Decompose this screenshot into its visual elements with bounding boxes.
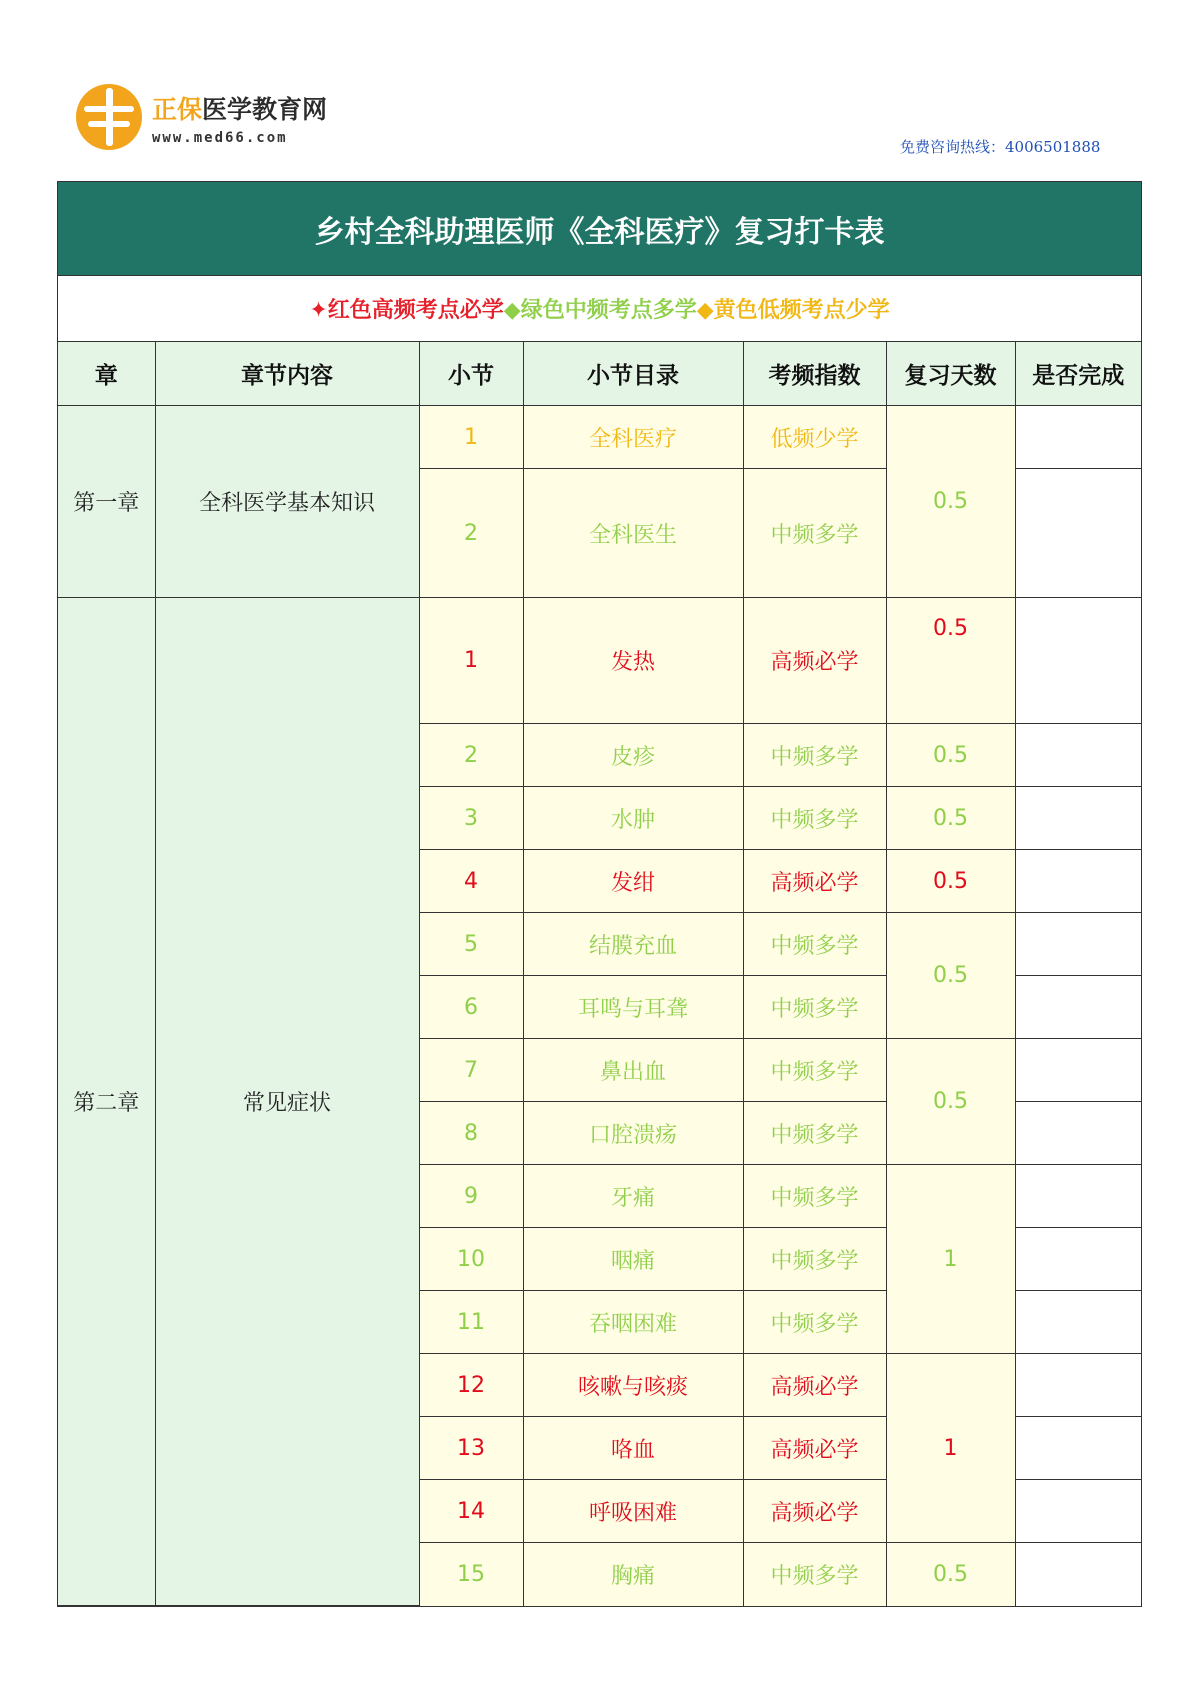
days-cell: 0.5 bbox=[886, 1039, 1015, 1165]
section-no: 5 bbox=[419, 913, 523, 976]
section-freq: 高频必学 bbox=[743, 1480, 886, 1543]
done-checkbox[interactable] bbox=[1015, 976, 1141, 1039]
section-freq: 高频必学 bbox=[743, 598, 886, 724]
days-cell: 0.5 bbox=[886, 724, 1015, 787]
days-cell: 0.5 bbox=[886, 787, 1015, 850]
section-no: 1 bbox=[419, 406, 523, 469]
done-checkbox[interactable] bbox=[1015, 1417, 1141, 1480]
col-content: 章节内容 bbox=[155, 342, 419, 406]
table-row bbox=[58, 406, 1141, 469]
done-checkbox[interactable] bbox=[1015, 598, 1141, 724]
section-topic: 全科医生 bbox=[523, 469, 743, 598]
section-topic: 牙痛 bbox=[523, 1165, 743, 1228]
col-section: 小节 bbox=[419, 342, 523, 406]
section-freq: 中频多学 bbox=[743, 1228, 886, 1291]
section-freq: 中频多学 bbox=[743, 469, 886, 598]
section-freq: 中频多学 bbox=[743, 1291, 886, 1354]
section-topic: 发绀 bbox=[523, 850, 743, 913]
col-chapter: 章 bbox=[58, 342, 155, 406]
section-topic: 胸痛 bbox=[523, 1543, 743, 1606]
col-topic: 小节目录 bbox=[523, 342, 743, 406]
section-freq: 中频多学 bbox=[743, 976, 886, 1039]
section-freq: 高频必学 bbox=[743, 850, 886, 913]
done-checkbox[interactable] bbox=[1015, 1543, 1141, 1606]
section-no: 7 bbox=[419, 1039, 523, 1102]
section-no: 9 bbox=[419, 1165, 523, 1228]
section-topic: 咽痛 bbox=[523, 1228, 743, 1291]
section-no: 13 bbox=[419, 1417, 523, 1480]
section-freq: 中频多学 bbox=[743, 1039, 886, 1102]
days-cell: 0.5 bbox=[886, 1543, 1015, 1606]
chapter-cell: 第一章 bbox=[58, 406, 155, 598]
legend bbox=[58, 276, 1141, 342]
days-cell: 1 bbox=[886, 1165, 1015, 1354]
section-no: 10 bbox=[419, 1228, 523, 1291]
section-freq: 高频必学 bbox=[743, 1417, 886, 1480]
section-freq: 中频多学 bbox=[743, 787, 886, 850]
section-topic: 发热 bbox=[523, 598, 743, 724]
checkin-sheet bbox=[57, 181, 1142, 1607]
legend-green: ◆绿色中频考点多学 bbox=[503, 298, 697, 323]
logo-icon bbox=[76, 84, 142, 150]
days-cell: 0.5 bbox=[886, 913, 1015, 1039]
section-freq: 中频多学 bbox=[743, 1102, 886, 1165]
col-days: 复习天数 bbox=[886, 342, 1015, 406]
col-done: 是否完成 bbox=[1015, 342, 1141, 406]
section-no: 14 bbox=[419, 1480, 523, 1543]
logo-url: www.med66.com bbox=[152, 130, 288, 146]
done-checkbox[interactable] bbox=[1015, 1480, 1141, 1543]
section-topic: 鼻出血 bbox=[523, 1039, 743, 1102]
done-checkbox[interactable] bbox=[1015, 1291, 1141, 1354]
section-freq: 中频多学 bbox=[743, 1165, 886, 1228]
section-no: 3 bbox=[419, 787, 523, 850]
section-no: 2 bbox=[419, 469, 523, 598]
chapter-content-cell: 常见症状 bbox=[155, 598, 419, 1606]
done-checkbox[interactable] bbox=[1015, 1102, 1141, 1165]
hotline: 免费咨询热线：4006501888 bbox=[900, 138, 1101, 156]
section-freq: 中频多学 bbox=[743, 1543, 886, 1606]
days-cell: 0.5 bbox=[886, 850, 1015, 913]
col-frequency: 考频指数 bbox=[743, 342, 886, 406]
done-checkbox[interactable] bbox=[1015, 724, 1141, 787]
section-no: 15 bbox=[419, 1543, 523, 1606]
section-topic: 水肿 bbox=[523, 787, 743, 850]
logo-brand bbox=[152, 90, 327, 126]
done-checkbox[interactable] bbox=[1015, 850, 1141, 913]
section-no: 8 bbox=[419, 1102, 523, 1165]
days-cell: 0.5 bbox=[886, 406, 1015, 598]
section-topic: 呼吸困难 bbox=[523, 1480, 743, 1543]
logo bbox=[76, 84, 376, 154]
legend-yellow: ◆黄色低频考点少学 bbox=[696, 298, 890, 323]
brand-accent: 正保 bbox=[152, 95, 203, 124]
section-topic: 结膜充血 bbox=[523, 913, 743, 976]
section-topic: 耳鸣与耳聋 bbox=[523, 976, 743, 1039]
chapter-content-cell: 全科医学基本知识 bbox=[155, 406, 419, 598]
section-no: 2 bbox=[419, 724, 523, 787]
table-row bbox=[58, 598, 1141, 724]
section-freq: 高频必学 bbox=[743, 1354, 886, 1417]
section-topic: 皮疹 bbox=[523, 724, 743, 787]
done-checkbox[interactable] bbox=[1015, 469, 1141, 598]
done-checkbox[interactable] bbox=[1015, 913, 1141, 976]
chapter-cell: 第二章 bbox=[58, 598, 155, 1606]
done-checkbox[interactable] bbox=[1015, 1228, 1141, 1291]
section-topic: 全科医疗 bbox=[523, 406, 743, 469]
brand-main: 医学教育网 bbox=[202, 95, 328, 124]
section-freq: 中频多学 bbox=[743, 724, 886, 787]
section-topic: 口腔溃疡 bbox=[523, 1102, 743, 1165]
section-no: 4 bbox=[419, 850, 523, 913]
done-checkbox[interactable] bbox=[1015, 1039, 1141, 1102]
section-topic: 咳嗽与咳痰 bbox=[523, 1354, 743, 1417]
sheet-title: 乡村全科助理医师《全科医疗》复习打卡表 bbox=[58, 182, 1141, 276]
section-topic: 咯血 bbox=[523, 1417, 743, 1480]
section-no: 6 bbox=[419, 976, 523, 1039]
section-no: 1 bbox=[419, 598, 523, 724]
section-no: 12 bbox=[419, 1354, 523, 1417]
section-freq: 低频少学 bbox=[743, 406, 886, 469]
legend-red: ✦红色高频考点必学 bbox=[309, 298, 504, 323]
section-no: 11 bbox=[419, 1291, 523, 1354]
days-cell: 1 bbox=[886, 1354, 1015, 1543]
section-topic: 吞咽困难 bbox=[523, 1291, 743, 1354]
done-checkbox[interactable] bbox=[1015, 406, 1141, 469]
done-checkbox[interactable] bbox=[1015, 1165, 1141, 1228]
section-freq: 中频多学 bbox=[743, 913, 886, 976]
done-checkbox[interactable] bbox=[1015, 787, 1141, 850]
days-cell: 0.5 bbox=[886, 598, 1015, 724]
done-checkbox[interactable] bbox=[1015, 1354, 1141, 1417]
review-table bbox=[58, 342, 1141, 1606]
